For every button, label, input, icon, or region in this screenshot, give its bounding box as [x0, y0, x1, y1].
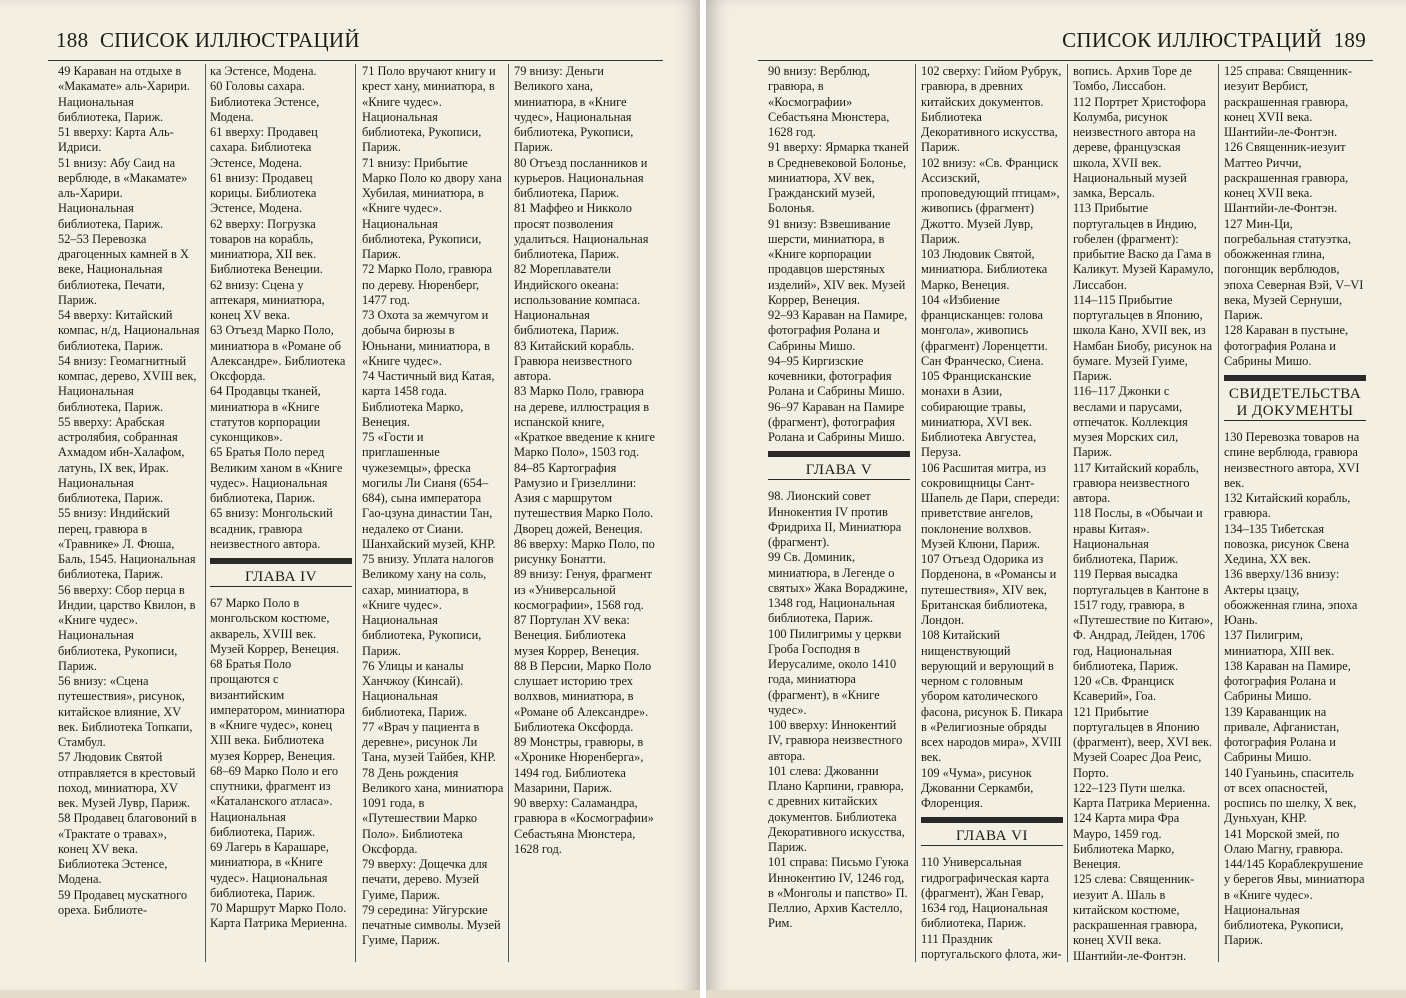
illustration-entry: 119 Первая высадка португальцев в Кантоне в 1517 году, гравюра, в «Путешествие по Китаю», Ф. Андрад, Лейден, 1706 год, Национальная библиотека, Париж.	[1073, 567, 1214, 673]
illustration-entry: 82 Мореплаватели Индийского океана: использование компаса. Национальная библиотека, Париж.	[514, 262, 641, 338]
illustration-entry: 141 Морской змей, по Олаю Магну, гравюра.	[1224, 826, 1344, 856]
chapter-heading-text: ГЛАВА V	[768, 462, 910, 480]
illustration-entry: 64 Продавцы тканей, миниатюра в «Книге статутов корпорации суконщиков».	[210, 384, 321, 444]
illustration-entry: 83 Китайский корабль. Гравюра неизвестного автора.	[514, 338, 635, 383]
chapter-heading	[768, 451, 910, 485]
text-column	[514, 64, 656, 964]
illustration-entry: 112 Портрет Христофора Колумба, рисунок неизвестного автора на дереве, французская школа, XVII век. Национальный музей замка, Версаль.	[1073, 94, 1206, 200]
page-edge	[706, 990, 1406, 998]
illustration-entry: 56 вверху: Сбор перца в Индии, царство Квилон, в «Книге чудес». Национальная библиотека, Рукописи, Париж.	[58, 582, 196, 673]
illustration-entry: 70 Маршрут Марко Поло. Карта Патрика Мериенна.	[210, 901, 348, 931]
illustration-entry: 108 Китайский нищенствующий верующий и верующий в черном с головным убором католического фасона, рисунок Б. Пикара в «Религиозные обряды всех народов мира», XVIII век.	[921, 628, 1063, 765]
illustration-entry: 58 Продавец благовоний в «Трактате о травах», конец XV века. Библиотека Эстенсе, Модена.	[58, 811, 197, 887]
text-column	[210, 64, 352, 964]
illustration-entry: 117 Китайский корабль, гравюра неизвестного автора.	[1073, 460, 1199, 505]
header-rule	[48, 60, 663, 61]
illustration-entry: 89 Монстры, гравюры, в «Хронике Нюренберга», 1494 год. Библиотека Мазарини, Париж.	[514, 735, 644, 795]
illustration-entry: 49 Караван на отдыхе в «Макамате» аль-Харири. Национальная библиотека, Париж.	[58, 64, 190, 124]
illustration-entry: 116–117 Джонки с веслами и парусами, отпечаток. Коллекция музея Морских сил, Париж.	[1073, 384, 1188, 460]
illustration-entry: 125 справа: Священник-иезуит Вербист, раскрашенная гравюра, конец XVII века. Шантийи-ле-Фонтэн.	[1224, 64, 1352, 139]
illustration-entry: 140 Гуаньинь, спаситель от всех опасностей, роспись по шелку, X век, Дуньхуан, КНР.	[1224, 765, 1357, 826]
illustration-entry: 79 середина: Уйгурские печатные символы. Музей Гуиме, Париж.	[362, 902, 501, 948]
illustration-entry: 73 Охота за жемчугом и добыча бирюзы в Юньнани, миниатюра, в «Книге чудес».	[362, 308, 490, 368]
illustration-entry: 124 Карта мира Фра Мауро, 1459 год. Библиотека Марко, Венеция.	[1073, 811, 1180, 871]
text-column	[1224, 64, 1366, 964]
illustration-entry: 88 В Персии, Марко Поло слушает историю трех волхвов, миниатюра, в «Романе об Александре». Библиотека Оксфорда.	[514, 658, 652, 734]
text-column	[1073, 64, 1215, 964]
illustration-entry: 57 Людовик Святой отправляется в крестовый поход, миниатюра, XV век. Музей Лувр, Париж.	[58, 750, 196, 810]
chapter-heading-text: СВИДЕТЕЛЬСТВА И ДОКУМЕНТЫ	[1224, 386, 1366, 421]
illustration-entry: 74 Частичный вид Катая, карта 1458 года. Библиотека Марко, Венеция.	[362, 369, 495, 429]
illustration-entry: 56 внизу: «Сцена путешествия», рисунок, китайское влияние, XV век. Библиотека Топкапи, Стамбул.	[58, 674, 193, 749]
illustration-entry: 102 сверху: Гийом Рубрук, гравюра, в древних китайских документов. Библиотека Декоративного искусства, Париж.	[921, 64, 1062, 155]
illustration-entry: 69 Лагерь в Карашаре, миниатюра, в «Книге чудес». Национальная библиотека, Париж.	[210, 840, 329, 900]
illustration-entry: 51 внизу: Абу Саид на верблюде, в «Макамате» аль-Харири. Национальная библиотека, Париж.	[58, 155, 188, 231]
illustration-entry: 98. Лионский совет Иннокентия IV против Фридриха II, Миниатюра (фрагмент).	[768, 489, 902, 549]
illustration-entry: 54 внизу: Геомагнитный компас, дерево, XVIII век, Национальная библиотека, Париж.	[58, 353, 197, 414]
illustration-entry: 62 вверху: Погрузка товаров на корабль, миниатюра, XII век. Библиотека Венеции.	[210, 216, 323, 277]
illustration-entry: 127 Мин-Ци, погребальная статуэтка, обожженная глина, погонщик верблюдов, эпоха Северная Вэй, V–VI века, Музей Сернуши, Париж.	[1224, 216, 1364, 322]
illustration-entry: 63 Отъезд Марко Поло, миниатюра в «Романе об Александре». Библиотека Оксфорда.	[210, 323, 346, 383]
illustration-entry: 81 Маффео и Никколо просят позволения удалиться. Национальная библиотека, Париж.	[514, 201, 649, 261]
illustration-entry: 114–115 Прибытие португальцев в Японию, школа Кано, XVII век, из Намбан Биобу, рисунок на бумаге. Музей Гуиме, Париж.	[1073, 292, 1213, 383]
illustration-entry: 103 Людовик Святой, миниатюра. Библиотека Марко, Венеция.	[921, 247, 1048, 292]
illustration-entry: 52–53 Перевозка драгоценных камней в X веке, Национальная библиотека, Печати, Париж.	[58, 231, 189, 307]
left-page-header	[50, 28, 360, 53]
illustration-entry: 104 «Избиение францисканцев: голова монгола», живопись (фрагмент) Лоренцетти. Сан Франческо, Сиена.	[921, 292, 1048, 368]
column-divider	[1067, 64, 1068, 962]
illustration-entry: 100 Пилигримы у церкви Гроба Господня в Иерусалиме, около 1410 года, миниатюра (фрагмент), в «Книге чудес».	[768, 626, 902, 717]
illustration-entry: 78 День рождения Великого хана, миниатюра 1091 года, в «Путешествии Марко Поло». Библиотека Оксфорда.	[362, 765, 504, 856]
right-page-number: 189	[1333, 28, 1366, 52]
illustration-entry: 71 внизу: Прибытие Марко Поло ко двору хана Хубилая, миниатюра, в «Книге чудес». Национальная библиотека, Рукописи, Париж.	[362, 155, 502, 261]
illustration-entry: 121 Прибытие португальцев в Японию (фрагмент), веер, XVI век. Музей Соарес Доа Реис, Порто.	[1073, 704, 1213, 780]
illustration-entry: 113 Прибытие португальцев в Индию, гобелен (фрагмент): прибытие Васко да Гама в Каликут. Музей Карамуло, Лиссабон.	[1073, 201, 1214, 292]
illustration-entry: 71 Поло вручают книгу и крест хану, миниатюра, в «Книге чудес». Национальная библиотека, Рукописи, Париж.	[362, 64, 496, 155]
illustration-entry: 99 Св. Доминик, миниатюра, в Легенде о святых» Жака Вораджине, 1348 год, Национальная библиотека, Париж.	[768, 550, 908, 626]
illustration-entry: 75 «Гости и приглашенные чужеземцы», фреска могилы Ли Сианя (654–684), сына императора Гао-цзуна династии Тан, недалеко от Сиани. Шанхайский музей, КНР.	[362, 430, 496, 551]
illustration-entry: 77 «Врач у пациента в деревне», рисунок Ли Тана, музей Тайбея, КНР.	[362, 719, 496, 765]
illustration-entry: 105 Францисканские монахи в Азии, собирающие травы, миниатюра, XVI век. Библиотека Августеа, Перуза.	[921, 369, 1037, 460]
illustration-entry: 72 Марко Поло, гравюра по дереву. Нюренберг, 1477 год.	[362, 262, 493, 307]
illustration-entry: 60 Головы сахара. Библиотека Эстенсе, Модена.	[210, 79, 320, 124]
illustration-entry: вопись. Архив Торе де Томбо, Лиссабон.	[1073, 64, 1192, 94]
right-page-header	[1062, 28, 1372, 53]
column-divider	[915, 64, 916, 962]
chapter-heading	[1224, 375, 1366, 426]
illustration-entry: 110 Универсальная гидрографическая карта (фрагмент), Жан Гевар, 1634 год, Национальная библиотека, Париж.	[921, 855, 1049, 931]
illustration-entry: 86 вверху: Марко Поло, по рисунку Бонатти.	[514, 536, 655, 566]
illustration-entry: 118 Послы, в «Обычаи и нравы Китая». Национальная библиотека, Париж.	[1073, 506, 1203, 566]
illustration-entry: 75 внизу. Уплата налогов Великому хану на соль, сахар, миниатюра, в «Книге чудес». Национальная библиотека, Рукописи, Париж.	[362, 552, 494, 658]
illustration-entry: 136 вверху/136 внизу: Актеры цзацу, обожженная глина, эпоха Юань.	[1224, 567, 1358, 627]
illustration-entry: 84–85 Картография Рамузио и Гризеллини: Азия с маршрутом путешествия Марко Поло. Дворец дожей, Венеция.	[514, 460, 654, 536]
illustration-entry: 55 внизу: Индийский перец, гравюра в «Травнике» Л. Фюша, Баль, 1545. Национальная библиотека, Париж.	[58, 506, 196, 582]
column-divider	[205, 64, 206, 962]
illustration-entry: 138 Караван на Памире, фотография Ролана и Сабрины Мишо.	[1224, 658, 1351, 704]
illustration-entry: 54 вверху: Китайский компас, н/д, Национальная библиотека, Париж.	[58, 308, 200, 353]
illustration-entry: 130 Перевозка товаров на спине верблюда, гравюра неизвестного автора, XVI век.	[1224, 430, 1360, 490]
illustration-entry: 68–69 Марко Поло и его спутники, фрагмент из «Каталанского атласа». Национальная библиотека, Париж.	[210, 763, 339, 839]
illustration-entry: 90 вверху: Саламандра, гравюра в «Космографии» Себастьяна Мюнстера, 1628 год.	[514, 796, 654, 856]
illustration-entry: 100 вверху: Иннокентий IV, гравюра неизвестного автора.	[768, 718, 903, 763]
illustration-entry: 96–97 Караван на Памире (фрагмент), фотография Ролана и Сабрины Мишо.	[768, 399, 905, 444]
column-divider	[508, 64, 509, 962]
illustration-entry: 128 Караван в пустыне, фотография Ролана и Сабрины Мишо.	[1224, 323, 1349, 368]
illustration-entry: 65 внизу: Монгольский всадник, гравюра неизвестного автора.	[210, 506, 333, 551]
illustration-entry: 111 Праздник португальского флота, жи-	[921, 931, 1062, 961]
illustration-entry: 80 Отъезд посланников и курьеров. Национальная библиотека, Париж.	[514, 155, 648, 200]
illustration-entry: 102 внизу: «Св. Франциск Ассизский, проповедующий птицам», живопись (фрагмент) Джотто. Музей Лувр, Париж.	[921, 155, 1060, 246]
illustration-entry: 55 вверху: Арабская астролябия, собранная Ахмадом ибн-Халафом, латунь, IX век, Ирак. Национальная библиотека, Париж.	[58, 414, 185, 505]
illustration-entry: 94–95 Киргизские кочевники, фотография Ролана и Сабрины Мишо.	[768, 353, 905, 399]
illustration-entry: 90 внизу: Верблюд, гравюра, в «Космографии» Себастьяна Мюнстера, 1628 год.	[768, 64, 890, 139]
chapter-heading	[921, 817, 1063, 851]
illustration-entry: 144/145 Кораблекрушение у берегов Явы, миниатюра в «Книге чудес». Национальная библиотека, Рукописи, Париж.	[1224, 857, 1365, 948]
illustration-entry: 125 слева: Священник-иезуит А. Шаль в китайском костюме, раскрашенная гравюра, конец XVII века. Шантийи-ле-Фонтэн.	[1073, 872, 1198, 963]
header-rule	[758, 60, 1373, 61]
text-column	[362, 64, 504, 964]
illustration-entry: 61 вверху: Продавец сахара. Библиотека Эстенсе, Модена.	[210, 125, 318, 170]
illustration-entry: 126 Священник-иезуит Маттео Риччи, раскрашенная гравюра, конец XVII века. Шантийи-ле-Фонтэн.	[1224, 140, 1349, 216]
left-page	[0, 0, 700, 998]
illustration-entry: 89 внизу: Генуя, фрагмент из «Универсальной космографии», 1568 год.	[514, 567, 652, 612]
illustration-entry: 65 Братья Поло перед Великим ханом в «Книге чудес». Национальная библиотека, Париж.	[210, 445, 343, 505]
illustration-entry: 83 Марко Поло, гравюра на дереве, иллюстрация в испанской книге, «Краткое введение к книге Марко Поло», 1503 год.	[514, 384, 656, 460]
chapter-heading-text: ГЛАВА IV	[210, 569, 352, 587]
illustration-entry: 109 «Чума», рисунок Джованни Серкамби, Флоренция.	[921, 765, 1034, 810]
illustration-entry: 137 Пилигрим, миниатюра, XIII век.	[1224, 628, 1335, 658]
illustration-entry: 122–123 Пути шелка. Карта Патрика Мериенна.	[1073, 780, 1211, 810]
illustration-entry: 120 «Св. Франциск Ксаверий», Гоа.	[1073, 674, 1175, 704]
text-column	[768, 64, 910, 964]
illustration-entry: 62 внизу: Сцена у аптекаря, миниатюра, конец XV века.	[210, 277, 325, 322]
page-edge	[0, 990, 700, 998]
right-page	[706, 0, 1406, 998]
column-divider	[1218, 64, 1219, 962]
illustration-entry: 107 Отъезд Одорика из Порденона, в «Романсы и путешествия», XIV век, Британская библиотека, Лондон.	[921, 552, 1057, 627]
illustration-entry: 79 внизу: Деньги Великого хана, миниатюра, в «Книге чудес», Национальная библиотека, Рукописи, Париж.	[514, 64, 634, 155]
illustration-entry: 92–93 Караван на Памире, фотография Ролана и Сабрины Мишо.	[768, 308, 908, 353]
chapter-heading	[210, 558, 352, 592]
illustration-entry: 101 справа: Письмо Гуюка Иннокентию IV, 1246 год, в «Монголы и папство» П. Пеллио, Архив Кастелло, Рим.	[768, 855, 909, 931]
right-page-title: СПИСОК ИЛЛЮСТРАЦИЙ	[1062, 28, 1323, 52]
illustration-entry: 139 Караванщик на привале, Афганистан, фотография Ролана и Сабрины Мишо.	[1224, 704, 1340, 765]
illustration-entry: ка Эстенсе, Модена.	[210, 64, 317, 78]
text-column	[921, 64, 1063, 964]
illustration-entry: 59 Продавец мускатного ореха. Библиоте-	[58, 887, 188, 917]
illustration-entry: 68 Братья Поло прощаются с византийским императором, миниатюра в «Книге чудес», конец XIII века. Библиотека музея Коррер, Венеция.	[210, 657, 345, 763]
illustration-entry: 67 Марко Поло в монгольском костюме, акварель, XVIII век. Музей Коррер, Венеция.	[210, 596, 340, 656]
left-page-title: СПИСОК ИЛЛЮСТРАЦИЙ	[99, 28, 360, 52]
illustration-entry: 91 внизу: Взвешивание шерсти, миниатюра, в «Книге корпорации продавцов шерстяных изделий», XIV век. Музей Коррер, Венеция.	[768, 216, 906, 307]
illustration-entry: 79 вверху: Дощечка для печати, дерево. Музей Гуиме, Париж.	[362, 857, 488, 902]
illustration-entry: 51 вверху: Карта Аль-Идриси.	[58, 125, 174, 155]
illustration-entry: 76 Улицы и каналы Ханчжоу (Кинсай). Национальная библиотека, Париж.	[362, 658, 468, 719]
illustration-entry: 134–135 Тибетская повозка, рисунок Свена Хедина, XX век.	[1224, 521, 1350, 566]
left-page-number: 188	[56, 28, 89, 52]
illustration-entry: 106 Расшитая митра, из сокровищницы Сант-Шапель де Пари, спереди: приветствие ангелов, поклонение волхвов. Музей Клюни, Париж.	[921, 460, 1060, 551]
chapter-heading-text: ГЛАВА VI	[921, 828, 1063, 846]
illustration-entry: 101 слева: Джованни Плано Карпини, гравюра, с древних китайских документов. Библиотека Декоративного искусства, Париж.	[768, 763, 905, 854]
column-divider	[355, 64, 356, 962]
illustration-entry: 61 внизу: Продавец корицы. Библиотека Эстенсе, Модена.	[210, 170, 317, 216]
illustration-entry: 87 Портулан XV века: Венеция. Библиотека музея Коррер, Венеция.	[514, 613, 640, 658]
illustration-entry: 132 Китайский корабль, гравюра.	[1224, 491, 1351, 521]
text-column	[58, 64, 200, 964]
illustration-entry: 91 вверху: Ярмарка тканей в Средневековой Болонье, миниатюра, XV век, Гражданский музей, Болонья.	[768, 140, 909, 216]
